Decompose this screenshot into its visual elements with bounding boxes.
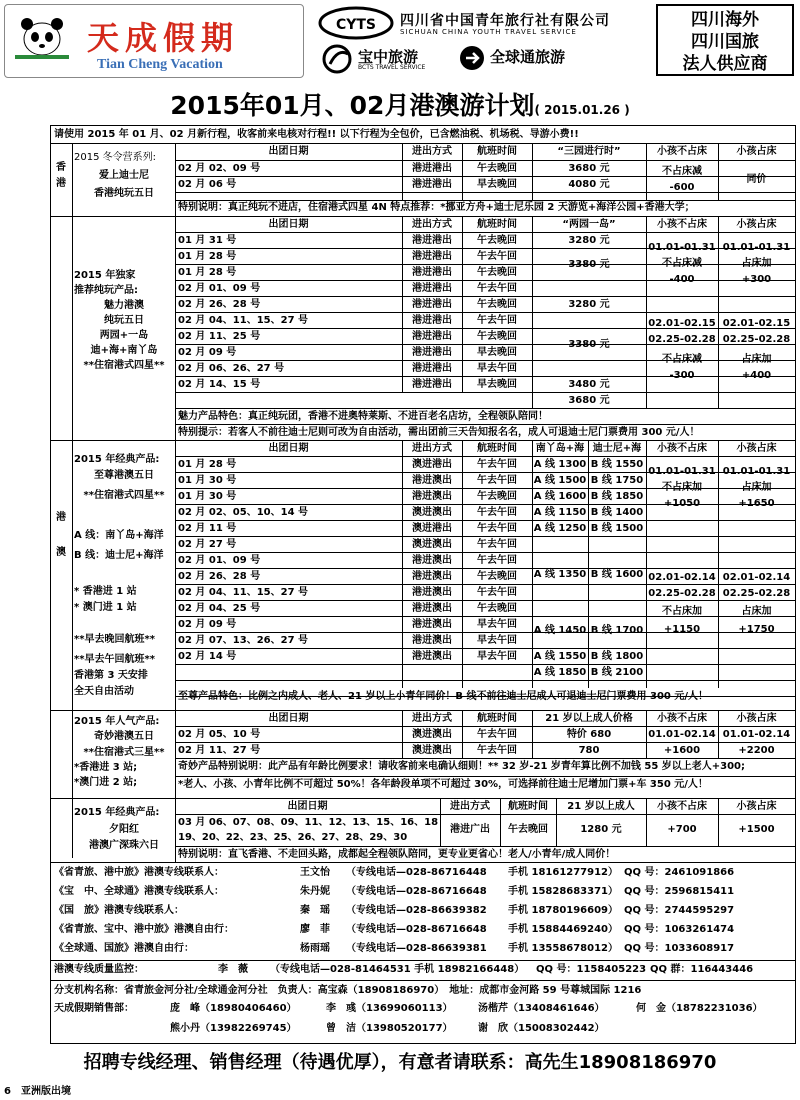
gaao-title: B 线：迪士尼+海洋 — [74, 550, 164, 561]
supplier-line-1: 四川海外 — [691, 10, 759, 30]
supplier-line-2: 四川国旅 — [691, 32, 759, 52]
mc-date: 02 月 04、11、15、27 号 — [178, 315, 309, 326]
gaao-title: **住宿港式四星** — [83, 490, 165, 501]
gaao-b: B 线 1500 — [590, 523, 644, 534]
mc-child: 01.01-01.31 — [648, 242, 716, 253]
qm-way: 澳进澳出 — [412, 745, 452, 756]
title-main: 2015年01月、02月港澳游计划 — [170, 91, 535, 120]
mc-title: 迪+海+南丫岛 — [90, 345, 158, 356]
baozhong-name: 宝中旅游 — [358, 48, 419, 66]
qm-header: 航班时间 — [477, 713, 517, 724]
mc-note: 特别提示：若客人不前往迪士尼则可改为自由活动，需出团前三天告知报名名，成人可退迪士尼门票费用 300 元/人！ — [178, 427, 700, 438]
xy-header: 进出方式 — [450, 801, 490, 812]
mc-way: 港进港出 — [412, 363, 452, 374]
mc-price: 3380 元 — [568, 339, 610, 350]
mc-date: 02 月 26、28 号 — [178, 299, 261, 310]
mc-way: 港进港出 — [412, 235, 452, 246]
quality-qq: QQ 号：1158405223 — [536, 964, 647, 975]
mc-title: 魅力港澳 — [104, 300, 144, 311]
grid-line — [175, 440, 176, 710]
grid-line — [175, 680, 795, 681]
grid-line — [795, 125, 796, 1043]
xy-flight: 午去晚回 — [508, 824, 548, 835]
gaao-a: A 线 1550 — [533, 651, 587, 662]
gaao-header: 小孩不占床 — [657, 443, 707, 454]
xy-title: 港澳广深珠六日 — [89, 840, 159, 851]
gaao-way: 澳进港出 — [412, 523, 452, 534]
gaao-title: 香港第 3 天安排 — [74, 670, 148, 681]
gaao-a: A 线 1500 — [533, 475, 587, 486]
mc-date: 01 月 28 号 — [178, 251, 237, 262]
qm-flight: 午去午回 — [477, 745, 517, 756]
contact-qq: QQ 号：1033608917 — [624, 943, 735, 954]
gaao-flight: 早去午回 — [477, 651, 517, 662]
svg-text:CYTS: CYTS — [335, 17, 377, 33]
mc-flight: 午去晚回 — [477, 331, 517, 342]
qm-header: 进出方式 — [412, 713, 452, 724]
gaao-date: 02 月 04、11、15、27 号 — [178, 587, 309, 598]
gaao-title: **早去晚回航班** — [74, 634, 155, 645]
gaao-b: B 线 1700 — [590, 625, 644, 636]
mc-way: 港进港出 — [412, 315, 452, 326]
qm-title: *香港进 3 站; — [74, 762, 138, 773]
gaao-child: 占床加 — [741, 606, 772, 617]
mc-way: 港进港出 — [412, 299, 452, 310]
gaao-way: 澳进澳出 — [412, 507, 452, 518]
gaao-date: 02 月 04、25 号 — [178, 603, 261, 614]
quanqiutong-name: 全球通旅游 — [490, 48, 566, 66]
qm-title: 奇妙港澳五日 — [94, 731, 154, 742]
qm-child: +2200 — [738, 745, 775, 756]
page-number: 6 亚洲版出境 — [4, 1086, 71, 1097]
grid-line — [50, 1043, 796, 1044]
mc-way: 港进港出 — [412, 283, 452, 294]
sales-person: 熊小丹（13982269745） — [170, 1023, 297, 1034]
contact-qq: QQ 号：1063261474 — [624, 924, 735, 935]
gaao-child: 不占床加 — [662, 606, 702, 617]
gaao-flight: 午去晚回 — [477, 491, 517, 502]
contact-name: 秦 瑶 — [300, 905, 330, 916]
contact-mobile: 手机 18161277912） — [508, 867, 619, 878]
qm-title: *澳门进 2 站; — [74, 777, 138, 788]
gaao-date: 02 月 11 号 — [178, 523, 237, 534]
gaao-way: 港进澳出 — [412, 475, 452, 486]
title-date: ( 2015.01.26 ) — [534, 103, 630, 117]
sales-person: 曾 洁（13980520177） — [326, 1023, 453, 1034]
quality-name: 李 薇 — [218, 964, 248, 975]
gaao-way: 港进澳出 — [412, 651, 452, 662]
gaao-a: A 线 1600 — [533, 491, 587, 502]
hk-note: 特别说明：真正纯玩不进店，住宿港式四星 4N 特点推荐：*挪亚方舟+迪士尼乐园 2 天游览+海洋公园+香港大学； — [178, 202, 695, 213]
gaao-date: 02 月 02、05、10、14 号 — [178, 507, 309, 518]
gaao-b: B 线 1400 — [590, 507, 644, 518]
gaao-header: 小孩占床 — [736, 443, 777, 454]
mc-title: 两园+一岛 — [99, 330, 149, 341]
gaao-date: 02 月 27 号 — [178, 539, 237, 550]
gaao-flight: 午去午回 — [477, 587, 517, 598]
mc-date: 02 月 06、26、27 号 — [178, 363, 285, 374]
mc-child: 02.25-02.28 — [722, 334, 791, 345]
mc-flight: 午去午回 — [477, 315, 517, 326]
qm-way: 澳进澳出 — [412, 729, 452, 740]
gaao-child: +1650 — [738, 498, 775, 509]
gaao-flight: 午去午回 — [477, 539, 517, 550]
gaao-date: 02 月 14 号 — [178, 651, 237, 662]
gaao-title: * 香港进 1 站 — [74, 586, 137, 597]
mc-child: +400 — [741, 370, 772, 381]
contact-mobile: 手机 15884469240） — [508, 924, 619, 935]
qm-price: 特价 680 — [566, 729, 612, 740]
qm-note: *老人、小孩、小青年比例不可超过 50%！各年龄段单项不可超过 30%，可选择前往迪士尼增加门票+车 350 元/人！ — [178, 779, 708, 790]
mc-way: 港进港出 — [412, 347, 452, 358]
xy-header: 小孩不占床 — [657, 801, 707, 812]
hk-header: “三园进行时” — [557, 146, 621, 157]
contact-name: 王文怡 — [300, 867, 330, 878]
contact-label: 《国 旅》港澳专线联系人： — [54, 905, 184, 916]
qm-child: 01.01-02.14 — [648, 729, 716, 740]
gaao-date: 02 月 07、13、26、27 号 — [178, 635, 309, 646]
gaao-region: 澳 — [56, 547, 66, 558]
gaao-flight: 午去晚回 — [477, 603, 517, 614]
xy-child: +1500 — [738, 824, 775, 835]
mc-child: 占床加 — [741, 258, 772, 269]
gaao-flight: 早去午回 — [477, 619, 517, 630]
contact-qq: QQ 号：2744595297 — [624, 905, 735, 916]
gaao-child: 01.01-01.31 — [648, 466, 716, 477]
qm-flight: 午去午回 — [477, 729, 517, 740]
hk-header: 航班时间 — [477, 146, 517, 157]
gaao-date: 01 月 30 号 — [178, 475, 237, 486]
gaao-way: 港进澳出 — [412, 619, 452, 630]
mc-header: 小孩占床 — [736, 219, 777, 230]
hk-price: 3680 元 — [568, 163, 610, 174]
mc-way: 港进港出 — [412, 379, 452, 390]
gaao-way: 澳进澳出 — [412, 539, 452, 550]
gaao-flight: 午去午回 — [477, 523, 517, 534]
hk-child: 同价 — [746, 174, 767, 185]
hk-region: 香 — [56, 162, 66, 173]
contact-mobile: 手机 15828683371） — [508, 886, 619, 897]
sales-label: 天成假期销售部： — [54, 1003, 134, 1014]
supplier-line-3: 法人供应商 — [682, 54, 768, 74]
hk-price: 4080 元 — [568, 179, 610, 190]
gaao-child: 02.25-02.28 — [722, 588, 791, 599]
contact-label: 《宝 中、全球通》港澳专线联系人： — [54, 886, 224, 897]
qm-header: 21 岁以上成人价格 — [545, 713, 633, 724]
mc-header: 航班时间 — [477, 219, 517, 230]
baozhong-en: BCTS TRAVEL SERVICE — [358, 64, 426, 71]
hk-flight: 午去晚回 — [477, 163, 517, 174]
gaao-child: 占床加 — [741, 482, 772, 493]
hk-flight: 早去晚回 — [477, 179, 517, 190]
gaao-child: 01.01-01.31 — [722, 466, 791, 477]
hk-region: 港 — [56, 178, 66, 189]
mc-price: 3280 元 — [568, 235, 610, 246]
hk-child: -600 — [669, 182, 695, 193]
gaao-title: 至尊港澳五日 — [94, 470, 154, 481]
grid-line — [646, 520, 795, 521]
mc-child: +300 — [741, 274, 772, 285]
qm-header: 出团日期 — [268, 713, 309, 724]
gaao-child: +1750 — [738, 624, 775, 635]
hk-date: 02 月 06 号 — [178, 179, 237, 190]
mc-header: 进出方式 — [412, 219, 452, 230]
gaao-title: * 澳门进 1 站 — [74, 602, 137, 613]
gaao-header: 进出方式 — [412, 443, 452, 454]
gaao-flight: 午去午回 — [477, 459, 517, 470]
gaao-date: 02 月 09 号 — [178, 619, 237, 630]
mc-price: 3380 元 — [568, 259, 610, 270]
gaao-header: 南丫岛+海 — [535, 443, 585, 454]
contact-label: 《全球通、国旅》港澳自由行： — [54, 943, 194, 954]
gaao-b: B 线 2100 — [590, 667, 644, 678]
hk-header: 进出方式 — [412, 146, 452, 157]
contact-label: 《省青旅、港中旅》港澳专线联系人： — [54, 867, 224, 878]
mc-header: 出团日期 — [268, 219, 309, 230]
contact-mobile: 手机 13558678012） — [508, 943, 619, 954]
branch-info: 分支机构名称：省青旅金河分社/全球通金河分社 负责人：高宝森（18908186970） 地址：成都市金河路 59 号尊城国际 1216 — [54, 985, 642, 996]
mc-price: 3480 元 — [568, 379, 610, 390]
mc-title: **住宿港式四星** — [83, 360, 165, 371]
gaao-child: 不占床加 — [662, 482, 702, 493]
gaao-date: 01 月 28 号 — [178, 459, 237, 470]
sales-person: 汤楷芹（13408461646） — [478, 1003, 605, 1014]
xy-header: 航班时间 — [508, 801, 548, 812]
xy-child: +700 — [667, 824, 697, 835]
mc-date: 02 月 14、15 号 — [178, 379, 261, 390]
mc-title: 纯玩五日 — [104, 315, 144, 326]
cyts-name: 四川省中国青年旅行社有限公司 — [400, 13, 610, 29]
mc-flight: 午去晚回 — [477, 267, 517, 278]
mc-header: 小孩不占床 — [657, 219, 707, 230]
hk-header: 小孩不占床 — [657, 146, 707, 157]
mc-child: 01.01-01.31 — [722, 242, 791, 253]
gaao-note: 至尊产品特色：比例之内成人、老人、21 岁以上小青年同价！B 线不前往迪士尼成人可退迪士尼门票费用 300 元/人！ — [178, 691, 708, 702]
mc-price: 3280 元 — [568, 299, 610, 310]
logo-en: Tian Cheng Vacation — [97, 57, 223, 72]
gaao-way: 港进澳出 — [412, 571, 452, 582]
hk-way: 港进港出 — [412, 163, 452, 174]
gaao-title: 2015 年经典产品: — [74, 454, 160, 465]
qm-header: 小孩不占床 — [657, 713, 707, 724]
contact-name: 杨雨瑶 — [300, 943, 330, 954]
gaao-region: 港 — [56, 512, 66, 523]
recruit-banner: 招聘专线经理、销售经理（待遇优厚），有意者请联系：高先生18908186970 — [83, 1052, 717, 1073]
hk-child: 不占床减 — [662, 166, 702, 177]
mc-title: 推荐纯玩产品: — [74, 285, 138, 296]
mc-way: 港进港出 — [412, 331, 452, 342]
mc-note: 魅力产品特色：真正纯玩团，香港不进奥特莱斯、不进百老名店坊，全程领队陪同！ — [178, 411, 548, 422]
mc-title: 2015 年独家 — [74, 270, 136, 281]
xy-title: 2015 年经典产品: — [74, 807, 160, 818]
hk-name: 爱上迪士尼 — [99, 170, 149, 181]
hk-header: 出团日期 — [268, 146, 309, 157]
mc-date: 02 月 09 号 — [178, 347, 237, 358]
gaao-date: 02 月 01、09 号 — [178, 555, 261, 566]
gaao-a: A 线 1300 — [533, 459, 587, 470]
qm-child: +1600 — [663, 745, 701, 756]
gaao-title: A 线：南丫岛+海洋 — [74, 530, 164, 541]
gaao-flight: 早去午回 — [477, 635, 517, 646]
gaao-flight: 午去午回 — [477, 507, 517, 518]
gaao-way: 港进澳出 — [412, 555, 452, 566]
contact-phone: （专线电话—028-86716448 — [346, 867, 487, 878]
qm-header: 小孩占床 — [736, 713, 777, 724]
mc-header: “两园一岛” — [562, 219, 616, 230]
mc-child: 02.01-02.15 — [722, 318, 791, 329]
hk-date: 02 月 02、09 号 — [178, 163, 261, 174]
gaao-date: 01 月 30 号 — [178, 491, 237, 502]
grid-line — [50, 862, 795, 863]
gaao-b: B 线 1600 — [590, 569, 644, 580]
gaao-header: 迪士尼+海 — [592, 443, 642, 454]
mc-date: 02 月 01、09 号 — [178, 283, 261, 294]
sales-person: 李 彧（13699060113） — [326, 1003, 453, 1014]
contact-name: 廖 菲 — [300, 924, 330, 935]
xy-price: 1280 元 — [580, 824, 622, 835]
gaao-a: A 线 1150 — [533, 507, 587, 518]
hk-way: 港进港出 — [412, 179, 452, 190]
gaao-a: A 线 1850 — [533, 667, 587, 678]
gaao-header: 航班时间 — [477, 443, 517, 454]
qm-title: 2015 年人气产品: — [74, 716, 160, 727]
hk-series: 2015 冬令营系列: — [74, 152, 156, 163]
grid-line — [50, 980, 795, 981]
gaao-b: B 线 1850 — [590, 491, 644, 502]
gaao-way: 港进澳出 — [412, 587, 452, 598]
qm-date: 02 月 11、27 号 — [178, 745, 261, 756]
hk-name: 香港纯玩五日 — [94, 188, 154, 199]
sales-person: 庞 峰（18980406460） — [170, 1003, 297, 1014]
mc-flight: 午去午回 — [477, 283, 517, 294]
gaao-way: 港进澳出 — [412, 491, 452, 502]
notice: 请使用 2015 年 01 月、02 月新行程，收客前来电核对行程!! 以下行程为全包价，已含燃油税、机场税、导游小费!! — [54, 129, 579, 140]
mc-date: 02 月 11、25 号 — [178, 331, 261, 342]
xy-title: 夕阳红 — [109, 824, 139, 835]
gaao-b: B 线 1750 — [590, 475, 644, 486]
grid-line — [50, 960, 795, 961]
xy-note: 特别说明：直飞香港、不走回头路，成都起全程领队陪同，更专业更省心！老人/小青年/成人同价！ — [178, 849, 616, 860]
gaao-header: 出团日期 — [268, 443, 309, 454]
xy-dates: 03 月 06、07、08、09、11、12、13、15、16、18 — [178, 817, 439, 828]
contact-mobile: 手机 18780196609） — [508, 905, 619, 916]
gaao-title: **早去午回航班** — [74, 654, 155, 665]
mc-way: 港进港出 — [412, 267, 452, 278]
gaao-a: A 线 1250 — [533, 523, 587, 534]
hk-header: 小孩占床 — [736, 146, 777, 157]
sales-person: 何 金（18782231036） — [636, 1003, 763, 1014]
gaao-way: 港进澳出 — [412, 603, 452, 614]
contact-label: 《省青旅、宝中、港中旅》港澳自由行： — [54, 924, 234, 935]
mc-flight: 早去晚回 — [477, 347, 517, 358]
grid-line — [72, 143, 73, 858]
xy-way: 港进广出 — [450, 824, 490, 835]
mc-date: 01 月 31 号 — [178, 235, 237, 246]
quality-label: 港澳专线质量监控： — [54, 964, 144, 975]
contact-qq: QQ 号：2461091866 — [624, 867, 735, 878]
xy-header: 出团日期 — [287, 801, 328, 812]
mc-way: 港进港出 — [412, 251, 452, 262]
contact-name: 朱丹妮 — [300, 886, 330, 897]
gaao-date: 02 月 26、28 号 — [178, 571, 261, 582]
mc-flight: 早去午回 — [477, 363, 517, 374]
grid-line — [50, 125, 51, 1043]
mc-date: 01 月 28 号 — [178, 267, 237, 278]
grid-line — [532, 280, 646, 281]
contact-phone: （专线电话—028-86639382 — [346, 905, 487, 916]
contact-qq: QQ 号：2596815411 — [624, 886, 735, 897]
gaao-flight: 午去午回 — [477, 475, 517, 486]
gaao-child: 02.01-02.14 — [722, 572, 791, 583]
mc-flight: 午去午回 — [477, 251, 517, 262]
xy-header: 21 岁以上成人 — [567, 801, 635, 812]
mc-flight: 午去晚回 — [477, 299, 517, 310]
gaao-flight: 午去晚回 — [477, 571, 517, 582]
mc-child: -300 — [669, 370, 695, 381]
gaao-child: 02.01-02.14 — [648, 572, 716, 583]
gaao-way: 澳进港出 — [412, 459, 452, 470]
mc-child: 不占床减 — [662, 354, 702, 365]
contact-phone: （专线电话—028-86716648 — [346, 886, 487, 897]
xy-header: 小孩占床 — [736, 801, 777, 812]
gaao-b: B 线 1800 — [590, 651, 644, 662]
gaao-child: +1150 — [663, 624, 701, 635]
gaao-child: 02.25-02.28 — [648, 588, 716, 599]
mc-flight: 午去晚回 — [477, 235, 517, 246]
gaao-b: B 线 1550 — [590, 459, 644, 470]
qm-child: 01.01-02.14 — [722, 729, 791, 740]
grid-line — [50, 125, 796, 126]
mc-child: 不占床减 — [662, 258, 702, 269]
xy-dates: 19、20、22、23、25、26、27、28、29、30 — [178, 832, 408, 843]
qm-price: 780 — [578, 745, 600, 756]
gaao-a: A 线 1350 — [533, 569, 587, 580]
mc-price: 3680 元 — [568, 395, 610, 406]
qm-date: 02 月 05、10 号 — [178, 729, 261, 740]
mc-child: 02.01-02.15 — [648, 318, 716, 329]
gaao-a: A 线 1450 — [533, 625, 587, 636]
gaao-flight: 午去午回 — [477, 555, 517, 566]
gaao-title: 全天自由活动 — [74, 686, 134, 697]
qm-title: **住宿港式三星** — [83, 747, 165, 758]
mc-flight: 早去晚回 — [477, 379, 517, 390]
mc-child: -400 — [669, 274, 695, 285]
contact-phone: （专线电话—028-86716648 — [346, 924, 487, 935]
logo-cn: 天成假期 — [87, 19, 240, 57]
mc-child: 占床加 — [741, 354, 772, 365]
contact-phone: （专线电话—028-86639381 — [346, 943, 487, 954]
cyts-en: SICHUAN CHINA YOUTH TRAVEL SERVICE — [400, 28, 577, 36]
sales-person: 谢 欣（15008302442） — [478, 1023, 605, 1034]
gaao-child: +1050 — [663, 498, 701, 509]
quality-phone: （专线电话—028-81464531 手机 18982166448） — [270, 964, 525, 975]
grid-line — [646, 296, 795, 297]
qm-note: 奇妙产品特别说明：此产品有年龄比例要求！请收客前来电确认细则！** 32 岁-21 岁青年算比例不加钱 55 岁以上老人+300; — [178, 761, 746, 772]
quality-group: QQ 群：116443446 — [650, 964, 754, 975]
gaao-way: 港进澳出 — [412, 635, 452, 646]
mc-child: 02.25-02.28 — [648, 334, 716, 345]
